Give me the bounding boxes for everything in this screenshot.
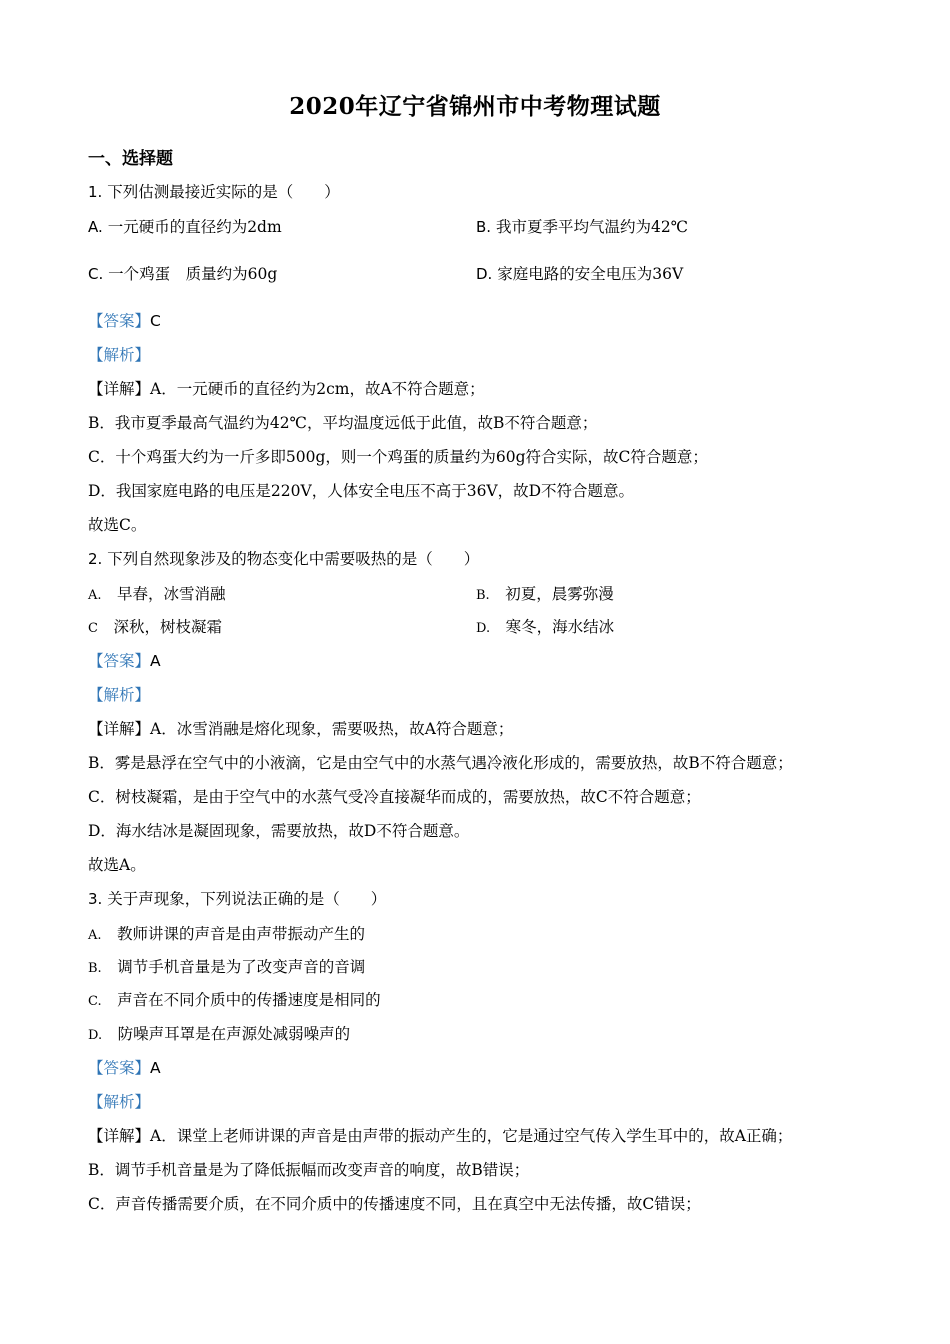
question-text: 关于声现象，下列说法正确的是（ ） [102,890,387,908]
detail-tag: 【详解】 [88,720,151,738]
question-number: 2. [88,550,103,568]
section-heading: 一、选择题 [88,149,173,169]
q2-option-b: B. 初夏，晨雾弥漫 [476,585,614,603]
q3-option-c: C. 声音在不同介质中的传播速度是相同的 [88,991,381,1009]
answer-value: A [150,652,161,670]
q2-detail-line: C．树枝凝霜，是由于空气中的水蒸气受冷直接凝华而成的，需要放热，故C不符合题意； [88,788,701,806]
answer-value: C [150,312,161,330]
question-text: 下列自然现象涉及的物态变化中需要吸热的是（ ） [102,550,480,568]
question-2-stem [88,547,479,569]
q3-answer [88,1056,161,1078]
q1-detail-line: D．我国家庭电路的电压是220V，人体安全电压不高于36V，故D不符合题意。 [88,482,635,500]
q2-analysis-tag: 【解析】 [88,686,151,704]
q3-option-d: D. 防噪声耳罩是在声源处减弱噪声的 [88,1025,351,1043]
answer-tag: 【答案】 [88,312,151,330]
q1-option-d: D. 家庭电路的安全电压为36V [476,265,684,283]
q2-answer [88,649,161,671]
q3-option-a: A. 教师讲课的声音是由声带振动产生的 [88,925,366,943]
q1-detail-line: B．我市夏季最高气温约为42℃，平均温度远低于此值，故B不符合题意； [88,414,598,432]
q1-option-a: A. 一元硬币的直径约为2dm [88,218,282,236]
answer-tag: 【答案】 [88,652,151,670]
q1-analysis-tag: 【解析】 [88,346,151,364]
q1-option-b: B. 我市夏季平均气温约为42℃ [476,218,689,236]
question-number: 1. [88,183,103,201]
q1-detail-line: 【详解】A．一元硬币的直径约为2cm，故A不符合题意； [88,380,485,398]
question-1-stem [88,180,340,202]
q2-option-a: A. 早春，冰雪消融 [88,585,226,603]
q1-detail-line: C．十个鸡蛋大约为一斤多即500g，则一个鸡蛋的质量约为60g符合实际，故C符合题意； [88,448,708,466]
q1-conclusion: 故选C。 [88,516,147,534]
q2-detail-line: 【详解】A．冰雪消融是熔化现象，需要吸热，故A符合题意； [88,720,514,738]
answer-tag: 【答案】 [88,1059,151,1077]
q2-option-d: D. 寒冬，海水结冰 [476,618,615,636]
q1-option-c: C. 一个鸡蛋 质量约为60g [88,265,278,283]
question-3-stem [88,887,386,909]
question-number: 3. [88,890,103,908]
detail-tag: 【详解】 [88,380,151,398]
page-title: 2020年辽宁省锦州市中考物理试题 [289,93,661,120]
detail-tag: 【详解】 [88,1127,151,1145]
q2-option-c: C 深秋，树枝凝霜 [88,618,222,636]
q2-detail-line: D．海水结冰是凝固现象，需要放热，故D不符合题意。 [88,822,470,840]
q3-detail-line: B．调节手机音量是为了降低振幅而改变声音的响度，故B错误； [88,1161,530,1179]
answer-value: A [150,1059,161,1077]
q2-conclusion: 故选A。 [88,856,146,874]
q1-answer [88,309,161,331]
q2-detail-line: B．雾是悬浮在空气中的小液滴，它是由空气中的水蒸气遇冷液化形成的，需要放热，故B不符合题意； [88,754,793,772]
q3-detail-line: C．声音传播需要介质，在不同介质中的传播速度不同，且在真空中无法传播，故C错误； [88,1195,701,1213]
question-text: 下列估测最接近实际的是（ ） [102,183,340,201]
q3-analysis-tag: 【解析】 [88,1093,151,1111]
q3-option-b: B. 调节手机音量是为了改变声音的音调 [88,958,366,976]
q3-detail-line: 【详解】A．课堂上老师讲课的声音是由声带的振动产生的，它是通过空气传入学生耳中的，故A正确； [88,1127,793,1145]
